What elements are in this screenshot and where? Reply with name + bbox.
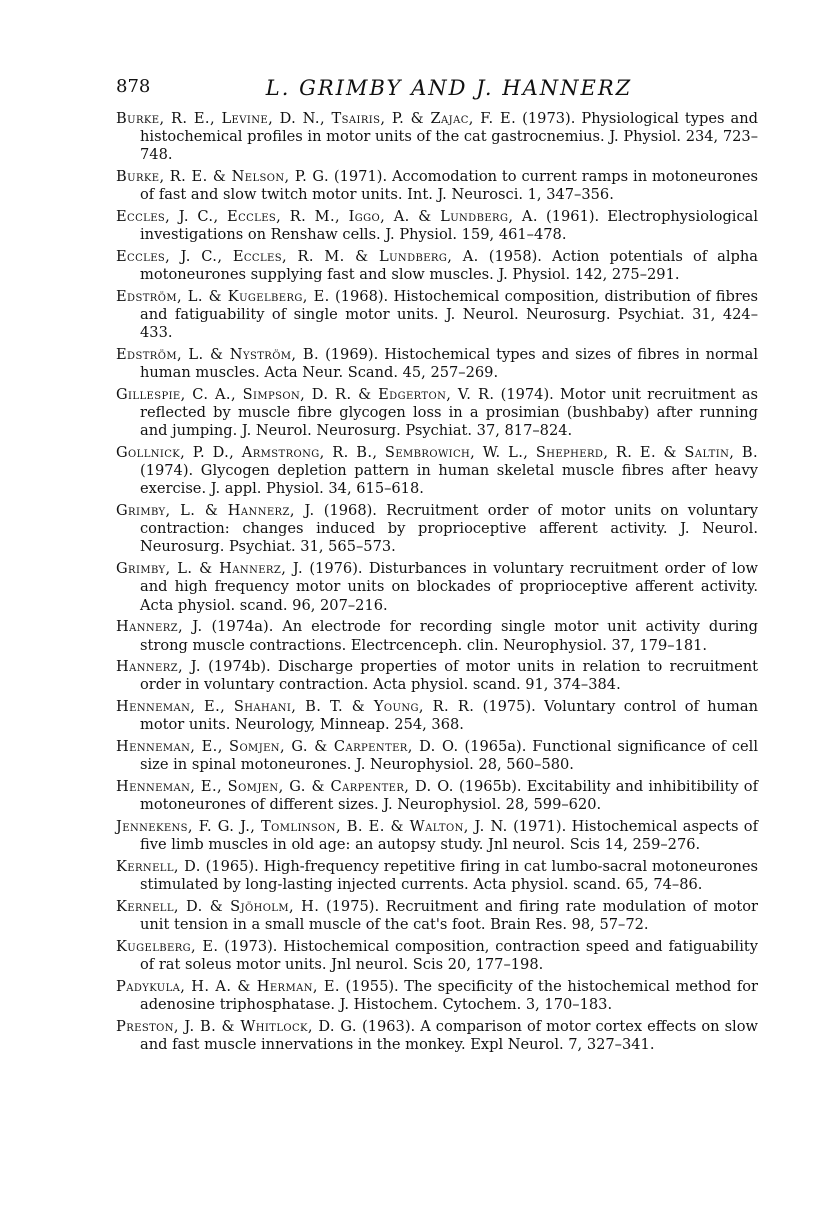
reference-authors: Kugelberg, E. bbox=[116, 938, 219, 956]
reference-item bbox=[116, 110, 758, 164]
reference-authors: Gollnick, P. D., Armstrong, R. B., Sembrowich, W. L., Shepherd, R. E. & Saltin, B. bbox=[116, 444, 758, 462]
reference-item bbox=[116, 560, 758, 614]
reference-authors: Henneman, E., Shahani, B. T. & Young, R. R. bbox=[116, 698, 475, 716]
reference-details: (1955). The specificity of the histochemical method for adenosine triphosphatase. J. Histochem. Cytochem. 3, 170–183. bbox=[140, 978, 758, 1014]
page-number: 878 bbox=[116, 76, 151, 97]
reference-item bbox=[116, 658, 758, 694]
reference-details: (1974b). Discharge properties of motor units in relation to recruitment order in voluntary contraction. Acta physiol. scand. 91, 374–384. bbox=[140, 658, 758, 694]
reference-details: (1971). Accomodation to current ramps in motoneurones of fast and slow twitch motor units. Int. J. Neurosci. 1, 347–356. bbox=[140, 168, 758, 204]
reference-item bbox=[116, 386, 758, 440]
reference-details: (1974a). An electrode for recording single motor unit activity during strong muscle contractions. Electrcenceph. clin. Neurophysiol. 37, 179–181. bbox=[140, 618, 759, 654]
reference-item bbox=[116, 248, 758, 284]
reference-item bbox=[116, 738, 758, 774]
reference-authors: Grimby, L. & Hannerz, J. bbox=[116, 560, 304, 578]
reference-item bbox=[116, 346, 758, 382]
reference-authors: Edström, L. & Nyström, B. bbox=[116, 346, 320, 364]
reference-details: (1963). A comparison of motor cortex effects on slow and fast muscle innervations in the monkey. Expl Neurol. 7, 327–341. bbox=[140, 1018, 758, 1054]
reference-authors: Hannerz, J. bbox=[116, 658, 201, 676]
reference-authors: Eccles, J. C., Eccles, R. M. & Lundberg, A. bbox=[116, 248, 479, 266]
reference-authors: Hannerz, J. bbox=[116, 618, 203, 636]
reference-authors: Burke, R. E. & Nelson, P. G. bbox=[116, 168, 330, 186]
reference-authors: Kernell, D. & Sjöholm, H. bbox=[116, 898, 320, 916]
reference-authors: Eccles, J. C., Eccles, R. M., Iggo, A. & Lundberg, A. bbox=[116, 208, 538, 226]
reference-details: (1976). Disturbances in voluntary recruitment order of low and high frequency motor units on blockades of proprioceptive afferent activity. Acta physiol. scand. 96, 207–216. bbox=[140, 560, 758, 614]
reference-authors: Henneman, E., Somjen, G. & Carpenter, D. O. bbox=[116, 738, 459, 756]
reference-authors: Padykula, H. A. & Herman, E. bbox=[116, 978, 340, 996]
reference-details: (1973). Histochemical composition, contraction speed and fatiguability of rat soleus motor units. Jnl neurol. Scis 20, 177–198. bbox=[140, 938, 759, 974]
reference-details: (1968). Recruitment order of motor units on voluntary contraction: changes induced by proprioceptive afferent activity. J. Neurol. Neurosurg. Psychiat. 31, 565–573. bbox=[140, 502, 758, 556]
reference-item bbox=[116, 938, 758, 974]
reference-details: (1975). Recruitment and firing rate modulation of motor unit tension in a small muscle of the cat's foot. Brain Res. 98, 57–72. bbox=[140, 898, 758, 934]
reference-item bbox=[116, 778, 758, 814]
reference-item bbox=[116, 444, 758, 498]
reference-authors: Edström, L. & Kugelberg, E. bbox=[116, 288, 330, 306]
reference-authors: Preston, J. B. & Whitlock, D. G. bbox=[116, 1018, 357, 1036]
reference-details: (1971). Histochemical aspects of five limb muscles in old age: an autopsy study. Jnl neurol. Scis 14, 259–276. bbox=[140, 818, 758, 854]
reference-details: (1969). Histochemical types and sizes of fibres in normal human muscles. Acta Neur. Scand. 45, 257–269. bbox=[140, 346, 758, 382]
reference-details: (1975). Voluntary control of human motor units. Neurology, Minneap. 254, 368. bbox=[140, 698, 758, 734]
reference-details: (1958). Action potentials of alpha motoneurones supplying fast and slow muscles. J. Physiol. 142, 275–291. bbox=[140, 248, 758, 284]
reference-item bbox=[116, 978, 758, 1014]
reference-authors: Gillespie, C. A., Simpson, D. R. & Edgerton, V. R. bbox=[116, 386, 495, 404]
reference-authors: Kernell, D. bbox=[116, 858, 201, 876]
reference-list bbox=[116, 110, 758, 1058]
reference-details: (1968). Histochemical composition, distribution of fibres and fatiguability of single motor units. J. Neurol. Neurosurg. Psychiat. 31, 424–433. bbox=[140, 288, 758, 342]
reference-item bbox=[116, 288, 758, 342]
reference-details: (1974). Motor unit recruitment as reflected by muscle fibre glycogen loss in a prosimian (bushbaby) after running and jumping. J. Neurol. Neurosurg. Psychiat. 37, 817–824. bbox=[140, 386, 759, 440]
reference-item bbox=[116, 1018, 758, 1054]
reference-details: (1965). High-frequency repetitive firing in cat lumbo-sacral motoneurones stimulated by long-lasting injected currents. Acta physiol. scand. 65, 74–86. bbox=[140, 858, 759, 894]
reference-item bbox=[116, 818, 758, 854]
reference-details: (1965b). Excitability and inhibitibility of motoneurones of different sizes. J. Neurophysiol. 28, 599–620. bbox=[140, 778, 758, 814]
reference-authors: Burke, R. E., Levine, D. N., Tsairis, P. & Zajac, F. E. bbox=[116, 110, 517, 127]
reference-details: (1974). Glycogen depletion pattern in human skeletal muscle fibres after heavy exercise. J. appl. Physiol. 34, 615–618. bbox=[140, 462, 758, 498]
reference-authors: Jennekens, F. G. J., Tomlinson, B. E. & Walton, J. N. bbox=[116, 818, 508, 836]
reference-authors: Grimby, L. & Hannerz, J. bbox=[116, 502, 315, 520]
reference-item bbox=[116, 618, 758, 654]
page-header bbox=[116, 76, 758, 104]
reference-item bbox=[116, 208, 758, 244]
reference-item bbox=[116, 898, 758, 934]
reference-item bbox=[116, 698, 758, 734]
reference-details: (1961). Electrophysiological investigations on Renshaw cells. J. Physiol. 159, 461–478. bbox=[140, 208, 758, 244]
reference-authors: Henneman, E., Somjen, G. & Carpenter, D. O. bbox=[116, 778, 454, 796]
reference-item bbox=[116, 502, 758, 556]
reference-details: (1973). Physiological types and histochemical profiles in motor units of the cat gastrocnemius. J. Physiol. 234, 723–748. bbox=[140, 110, 758, 164]
reference-details: (1965a). Functional significance of cell size in spinal motoneurones. J. Neurophysiol. 28, 560–580. bbox=[140, 738, 758, 774]
reference-item bbox=[116, 858, 758, 894]
reference-item bbox=[116, 168, 758, 204]
running-title: L. GRIMBY AND J. HANNERZ bbox=[265, 76, 633, 100]
